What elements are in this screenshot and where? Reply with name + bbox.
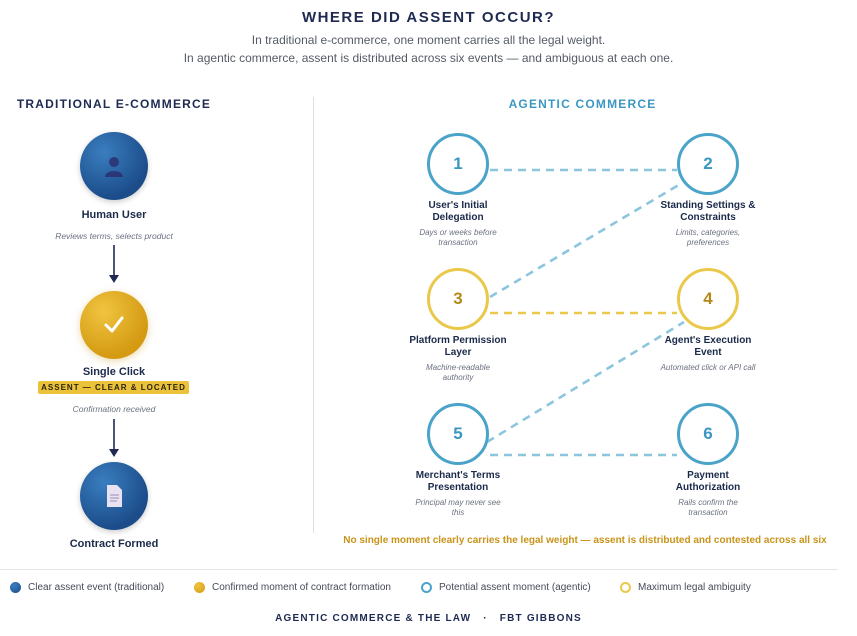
event-4-label: Agent's Execution Event	[664, 335, 752, 358]
event-6-node	[677, 403, 739, 465]
single-click-note: Confirmation received	[72, 404, 156, 414]
event-6-note: Rails confirm the transaction	[678, 498, 738, 517]
single-click-label: Single Click	[82, 366, 146, 378]
event-2-note: Limits, categories, preferences	[675, 228, 741, 247]
event-6-number: 6	[703, 424, 713, 443]
legend-ring-icon	[620, 582, 631, 593]
event-1-label: User's Initial Delegation	[428, 200, 488, 223]
legend-item-potential-assent: Potential assent moment (agentic)	[421, 582, 591, 593]
agentic-summary: No single moment clearly carries the legal weight — assent is distributed and contested across all six	[343, 535, 827, 546]
event-1-number: 1	[453, 154, 463, 173]
legend-item-clear-assent: Clear assent event (traditional)	[10, 582, 164, 593]
event-3-number: 3	[453, 289, 463, 308]
event-3-node	[427, 268, 489, 330]
event-4-note: Automated click or API call	[660, 363, 756, 372]
event-5-number: 5	[453, 424, 463, 443]
page-title: WHERE DID ASSENT OCCUR?	[301, 9, 556, 26]
legend-dot-icon	[10, 582, 21, 593]
event-1-node	[427, 133, 489, 195]
event-3-note: Machine-readable authority	[425, 363, 491, 382]
contract-formed-label: Contract Formed	[69, 538, 159, 550]
footer: AGENTIC COMMERCE & THE LAW · FBT GIBBONS	[275, 613, 582, 624]
event-2-node	[677, 133, 739, 195]
event-5-note: Principal may never see this	[415, 498, 501, 517]
event-4-number: 4	[703, 289, 713, 308]
legend-divider	[0, 569, 838, 570]
legend-item-contract-formation: Confirmed moment of contract formation	[194, 582, 391, 593]
event-2-number: 2	[703, 154, 713, 173]
event-4-node	[677, 268, 739, 330]
event-5-label: Merchant's Terms Presentation	[415, 470, 501, 493]
legend-dot-icon	[194, 582, 205, 593]
event-5-node	[427, 403, 489, 465]
agentic-heading: AGENTIC COMMERCE	[508, 97, 657, 111]
legend-item-ambiguity: Maximum legal ambiguity	[620, 582, 751, 593]
event-6-label: Payment Authorization	[675, 470, 741, 493]
event-1-note: Days or weeks before transaction	[419, 228, 497, 247]
human-user-note: Reviews terms, selects product	[55, 231, 173, 241]
legend-ring-icon	[421, 582, 432, 593]
page-subtitle-line-1: In traditional e-commerce, one moment carries all the legal weight.	[251, 33, 606, 47]
event-3-label: Platform Permission Layer	[409, 335, 507, 358]
page-subtitle-line-2: In agentic commerce, assent is distributed across six events — and ambiguous at each one.	[183, 51, 674, 65]
human-user-label: Human User	[81, 209, 147, 221]
assent-badge: ASSENT — CLEAR & LOCATED	[38, 381, 189, 394]
event-2-label: Standing Settings & Constraints	[660, 200, 756, 223]
traditional-heading: TRADITIONAL E-COMMERCE	[16, 97, 212, 111]
